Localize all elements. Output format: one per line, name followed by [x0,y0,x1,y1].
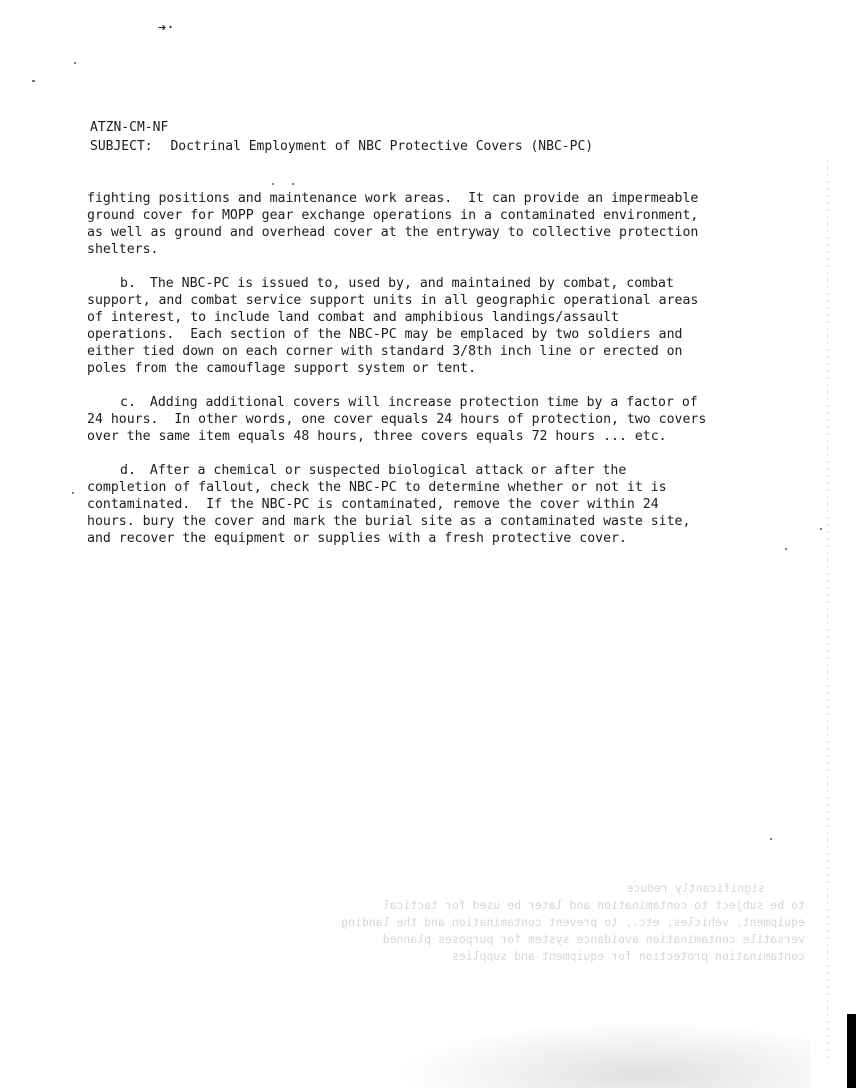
bleedthrough-line: versatile contamination avoidance system for purposes planned [382,932,805,946]
subject-label: SUBJECT: [90,139,153,154]
paragraph-line: Adding additional covers will increase protection time by a factor of [149,395,698,410]
bleedthrough-line: significantly reduce [626,881,765,895]
bleedthrough-line: equipment, vehicles, etc., to prevent contamination and the landing [341,915,805,929]
paragraph-line: and recover the equipment or supplies with a fresh protective cover. [87,531,627,546]
scan-speck [32,80,35,82]
paragraph-line: either tied down on each corner with standard 3/8th inch line or erected on [87,344,683,359]
paragraph-continued [87,190,767,258]
scan-speck [72,492,74,494]
subject-line [90,137,593,156]
paragraph-line: over the same item equals 48 hours, three covers equals 72 hours ... etc. [87,429,667,444]
paragraph-line: fighting positions and maintenance work areas. It can provide an impermeable [87,191,699,206]
scan-speck [272,183,274,185]
paragraph-line: ground cover for MOPP gear exchange operations in a contaminated environment, [87,208,699,223]
scan-edge-noise [827,160,828,1060]
paragraph-line: poles from the camouflage support system or tent. [87,361,477,376]
arrow-mark-icon: ➔· [158,20,175,36]
scan-speck [770,838,772,840]
paragraph-line: 24 hours. In other words, one cover equals 24 hours of protection, two covers [87,412,707,427]
paragraph-marker: c. [120,395,136,410]
memo-body [87,190,767,564]
bleedthrough-line: contamination protection for equipment and supplies [451,949,805,963]
paragraph-c [87,394,767,445]
paragraph-line: as well as ground and overhead cover at the entryway to collective protection [87,225,699,240]
paragraph-line: operations. Each section of the NBC-PC may be emplaced by two soldiers and [87,327,683,342]
paragraph-line: of interest, to include land combat and amphibious landings/assault [87,310,619,325]
bleedthrough-line: to be subject to contamination and later be used for tactical [382,898,805,912]
paragraph-line: contaminated. If the NBC-PC is contaminated, remove the cover within 24 [87,497,659,512]
office-symbol: ATZN-CM-NF [90,120,169,135]
paragraph-line: completion of fallout, check the NBC-PC to determine whether or not it is [87,480,667,495]
subject-text: Doctrinal Employment of NBC Protective Covers (NBC-PC) [170,139,594,154]
paragraph-b [87,275,767,377]
paragraph-marker: b. [120,276,136,291]
scan-speck [74,62,76,64]
paragraph-line: After a chemical or suspected biological attack or after the [149,463,627,478]
scan-speck [292,183,294,185]
scan-stain [390,1020,810,1088]
paragraph-line: shelters. [87,242,159,257]
paragraph-line: hours. bury the cover and mark the burial site as a contaminated waste site, [87,514,691,529]
memo-header [90,118,593,156]
paragraph-line: support, and combat service support units in all geographic operational areas [87,293,699,308]
paragraph-line: The NBC-PC is issued to, used by, and maintained by combat, combat [149,276,674,291]
scan-edge-bar [847,1014,856,1088]
scan-speck [820,528,822,530]
scan-speck [785,548,787,550]
paragraph-marker: d. [120,463,136,478]
paragraph-d [87,462,767,547]
